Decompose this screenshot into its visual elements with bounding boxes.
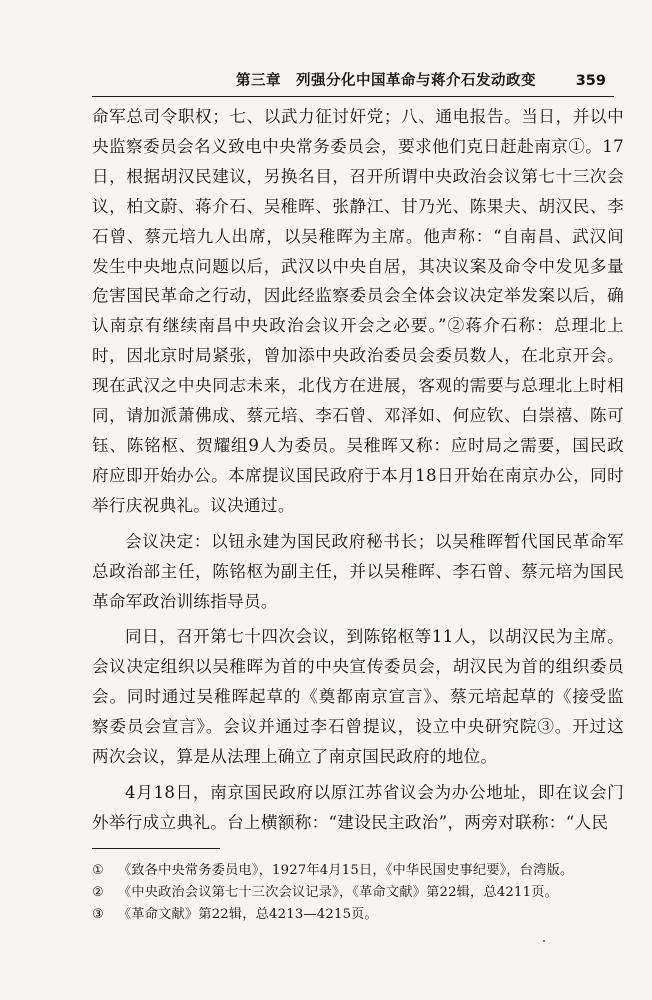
paragraph: 4月18日，南京国民政府以原江苏省议会为办公地址，即在议会门外举行成立典礼。台上横额称：“建设民主政治”，两旁对联称：“人民 [92,782,624,832]
footnote [92,904,632,926]
scan-speck [543,940,545,942]
footnote [92,882,632,904]
footnote-mark: ② [92,884,105,900]
footnote-text: 《中央政治会议第七十三次会议记录》，《革命文献》第22辑，总4211页。 [118,884,558,900]
footnote-separator [92,848,220,849]
footnote-mark: ③ [92,906,105,922]
footnote-text: 《革命文献》第22辑，总4213—4215页。 [118,906,378,922]
body-text [92,102,624,838]
paragraph: 同日，召开第七十四次会议，到陈铭枢等11人，以胡汉民为主席。会议决定组织以吴稚晖为首的中央宣传委员会，胡汉民为首的组织委员会。同时通过吴稚晖起草的《奠都南京宣言》、蔡元培起草的《接受监察委员会宣言》。会议并通过李石曾提议，设立中央研究院③。开过这两次会议，算是从法理上确立了南京国民政府的地位。 [92,627,624,767]
chapter-running-title: 第三章 列强分化中国革命与蒋介石发动政变 [236,72,536,89]
footnote-text: 《致各中央常务委员电》，1927年4月15日，《中华民国史事纪要》，台湾版。 [118,863,574,878]
page-number: 359 [575,73,606,89]
running-header [92,70,614,97]
footnote [92,860,632,882]
paragraph-continued: 命军总司令职权；七、以武力征讨奸党；八、通电报告。当日，并以中央监察委员会名义致电中央常务委员会，要求他们克日赶赴南京①。17日，根据胡汉民建议，另换名目，召开所谓中央政治会议第七十三次会议，柏文蔚、蒋介石、吴稚晖、张静江、甘乃光、陈果夫、胡汉民、李石曾、蔡元培九人出席，以吴稚晖为主席。他声称：“自南昌、武汉间发生中央地点问题以后，武汉以中央自居，其决议案及命令中发见多量危害国民革命之行动，因此经监察委员会全体会议决定举发案以后，确认南京有继续南昌中央政治会议开会之必要。”②蒋介石称：总理北上时，因北京时局紧张，曾加添中央政治委员会委员数人，在北京开会。现在武汉之中央同志未来，北伐方在进展，客观的需要与总理北上时相同，请加派萧佛成、蔡元培、李石曾、邓泽如、何应钦、白崇禧、陈可钰、陈铭枢、贺耀组9人为委员。吴稚晖又称：应时局之需要，国民政府应即开始办公。本席提议国民政府于本月18日开始在南京办公，同时举行庆祝典礼。议决通过。 [92,107,624,515]
footnotes [92,860,632,925]
footnote-mark: ① [92,863,105,878]
paragraph: 会议决定：以钮永建为国民政府秘书长；以吴稚晖暂代国民革命军总政治部主任，陈铭枢为副主任，并以吴稚晖、李石曾、蔡元培为国民革命军政治训练指导员。 [92,531,624,611]
